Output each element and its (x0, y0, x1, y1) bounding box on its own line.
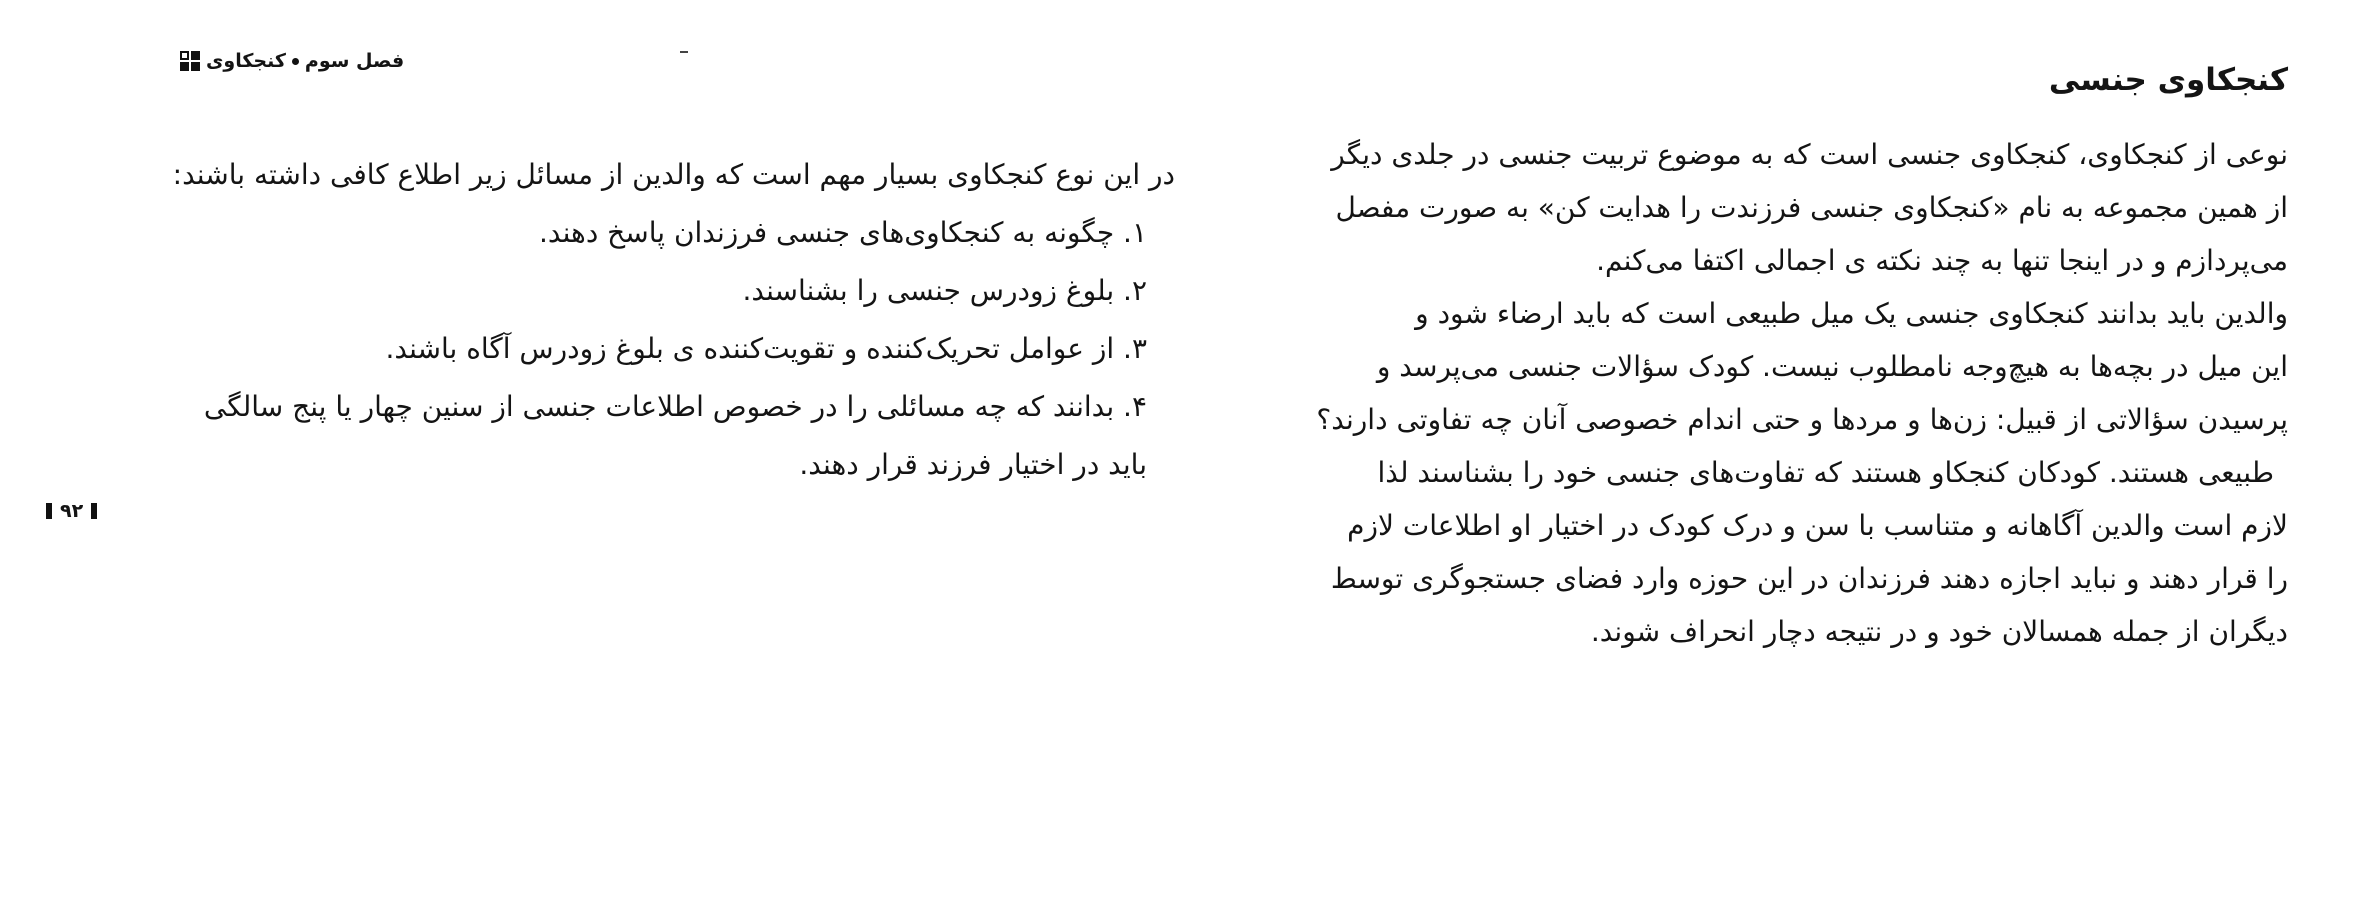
left-page-body (115, 146, 1175, 494)
body-line: نوعی از کنجکاوی، کنجکاوی جنسی است که به موضوع تربیت جنسی در جلدی دیگر (1331, 138, 2288, 171)
page-number-bar-icon (46, 503, 52, 519)
body-line: دیگران از جمله همسالان خود و در نتیجه دچار انحراف شوند. (1590, 615, 2288, 648)
running-head-chapter: فصل سوم (304, 50, 405, 72)
running-head (180, 50, 404, 72)
list-item: ۱. چگونه به کنجکاوی‌های جنسی فرزندان پاسخ دهند. (539, 216, 1147, 249)
page-number-bar-icon (91, 503, 97, 519)
chapter-grid-icon (180, 51, 200, 71)
list-item: ۴. بدانند که چه مسائلی را در خصوص اطلاعات جنسی از سنین چهار یا پنج سالگی (203, 390, 1147, 423)
body-line: این میل در بچه‌ها به هیچ‌وجه نامطلوب نیست. کودک سؤالات جنسی می‌پرسد و (1376, 350, 2288, 383)
body-line: در این نوع کنجکاوی بسیار مهم است که والدین از مسائل زیر اطلاع کافی داشته باشند: (172, 158, 1175, 191)
right-page (1185, 0, 2370, 898)
page-number (46, 500, 97, 522)
scan-mark (680, 51, 688, 53)
section-title: کنجکاوی جنسی (2048, 62, 2288, 98)
body-line: می‌پردازم و در اینجا تنها به چند نکته ی اجمالی اکتفا می‌کنم. (1596, 244, 2288, 277)
list-item: ۳. از عوامل تحریک‌کننده و تقویت‌کننده ی بلوغ زودرس آگاه باشند. (385, 332, 1147, 365)
body-line: پرسیدن سؤالاتی از قبیل: زن‌ها و مردها و حتی اندام خصوصی آنان چه تفاوتی دارند؟ (1316, 403, 2288, 436)
bullet-dot-icon (292, 58, 299, 65)
body-line: از همین مجموعه به نام «کنجکاوی جنسی فرزندت را هدایت کن» به صورت مفصل (1335, 191, 2288, 224)
list-item: ۲. بلوغ زودرس جنسی را بشناسند. (742, 274, 1147, 307)
body-line: والدین باید بدانند کنجکاوی جنسی یک میل طبیعی است که باید ارضاء شود و (1415, 297, 2288, 330)
body-line: لازم است والدین آگاهانه و متناسب با سن و درک کودک در اختیار او اطلاعات لازم (1347, 509, 2288, 542)
list-item-continuation: باید در اختیار فرزند قرار دهند. (799, 448, 1147, 481)
right-page-body (1238, 128, 2288, 658)
running-head-book: کنجکاوی (206, 50, 286, 72)
body-line: را قرار دهند و نباید اجازه دهند فرزندان در این حوزه وارد فضای جستجوگری توسط (1330, 562, 2288, 595)
body-line: طبیعی هستند. کودکان کنجکاو هستند که تفاوت‌های جنسی خود را بشناسند لذا (1377, 456, 2274, 489)
page-number-value: ۹۲ (60, 500, 84, 522)
